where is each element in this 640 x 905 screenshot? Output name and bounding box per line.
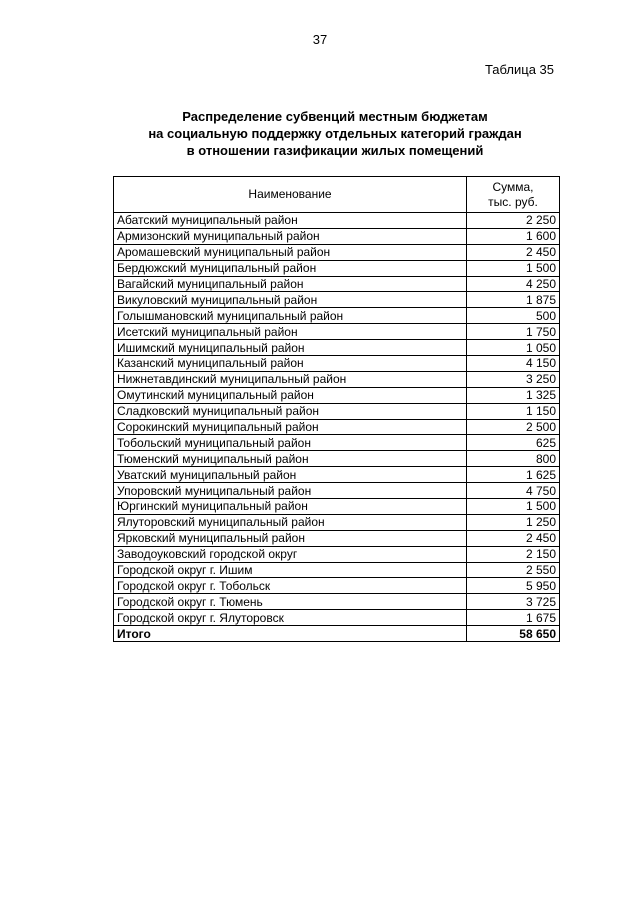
header-sum-line: Сумма, — [492, 179, 534, 194]
table-row — [114, 356, 560, 372]
row-name: Армизонский муниципальный район — [114, 228, 467, 244]
row-sum: 1 750 — [467, 324, 560, 340]
row-name: Ярковский муниципальный район — [114, 530, 467, 546]
title-line: на социальную поддержку отдельных категорий граждан — [148, 126, 522, 141]
row-name: Заводоуковский городской округ — [114, 546, 467, 562]
table-row — [114, 244, 560, 260]
row-sum: 2 550 — [467, 562, 560, 578]
row-name: Городской округ г. Тюмень — [114, 594, 467, 610]
table-row — [114, 276, 560, 292]
row-sum: 1 500 — [467, 499, 560, 515]
row-name: Голышмановский муниципальный район — [114, 308, 467, 324]
header-sum — [467, 177, 560, 213]
row-sum: 1 600 — [467, 228, 560, 244]
title-line: в отношении газификации жилых помещений — [186, 143, 484, 158]
row-sum: 1 150 — [467, 403, 560, 419]
row-sum: 1 325 — [467, 387, 560, 403]
row-name: Вагайский муниципальный район — [114, 276, 467, 292]
total-row — [114, 626, 560, 642]
row-name: Ялуторовский муниципальный район — [114, 514, 467, 530]
row-sum: 3 250 — [467, 371, 560, 387]
row-name: Аромашевский муниципальный район — [114, 244, 467, 260]
table-row — [114, 387, 560, 403]
row-sum: 1 875 — [467, 292, 560, 308]
row-sum: 5 950 — [467, 578, 560, 594]
table-row — [114, 530, 560, 546]
table-row — [114, 451, 560, 467]
table-row — [114, 610, 560, 626]
row-sum: 625 — [467, 435, 560, 451]
table-row — [114, 324, 560, 340]
table-row — [114, 213, 560, 229]
table-row — [114, 340, 560, 356]
document-title — [100, 108, 570, 159]
row-name: Городской округ г. Ишим — [114, 562, 467, 578]
row-name: Ишимский муниципальный район — [114, 340, 467, 356]
row-name: Исетский муниципальный район — [114, 324, 467, 340]
row-sum: 4 750 — [467, 483, 560, 499]
table-row — [114, 546, 560, 562]
header-name: Наименование — [114, 177, 467, 213]
table-row — [114, 228, 560, 244]
table-row — [114, 292, 560, 308]
total-label: Итого — [114, 626, 467, 642]
row-sum: 2 450 — [467, 530, 560, 546]
page-number: 37 — [312, 32, 328, 47]
row-name: Городской округ г. Тобольск — [114, 578, 467, 594]
row-sum: 1 500 — [467, 260, 560, 276]
row-sum: 2 450 — [467, 244, 560, 260]
subvention-table — [113, 176, 560, 642]
table-row — [114, 403, 560, 419]
row-sum: 2 250 — [467, 213, 560, 229]
row-sum: 1 250 — [467, 514, 560, 530]
row-sum: 3 725 — [467, 594, 560, 610]
row-name: Уватский муниципальный район — [114, 467, 467, 483]
table-row — [114, 594, 560, 610]
row-name: Омутинский муниципальный район — [114, 387, 467, 403]
row-name: Тюменский муниципальный район — [114, 451, 467, 467]
row-sum: 500 — [467, 308, 560, 324]
row-sum: 4 150 — [467, 356, 560, 372]
table-row — [114, 435, 560, 451]
table-row — [114, 260, 560, 276]
row-sum: 1 625 — [467, 467, 560, 483]
table-row — [114, 371, 560, 387]
row-name: Сорокинский муниципальный район — [114, 419, 467, 435]
row-name: Сладковский муниципальный район — [114, 403, 467, 419]
table-body — [114, 213, 560, 642]
row-name: Бердюжский муниципальный район — [114, 260, 467, 276]
row-name: Казанский муниципальный район — [114, 356, 467, 372]
row-sum: 2 150 — [467, 546, 560, 562]
row-name: Викуловский муниципальный район — [114, 292, 467, 308]
row-name: Юргинский муниципальный район — [114, 499, 467, 515]
table-row — [114, 514, 560, 530]
table-row — [114, 467, 560, 483]
table-row — [114, 562, 560, 578]
table-row — [114, 483, 560, 499]
row-name: Упоровский муниципальный район — [114, 483, 467, 499]
table-row — [114, 499, 560, 515]
row-sum: 1 050 — [467, 340, 560, 356]
row-sum: 2 500 — [467, 419, 560, 435]
row-name: Нижнетавдинский муниципальный район — [114, 371, 467, 387]
total-sum: 58 650 — [467, 626, 560, 642]
row-sum: 800 — [467, 451, 560, 467]
title-line: Распределение субвенций местным бюджетам — [182, 109, 488, 124]
row-name: Тобольский муниципальный район — [114, 435, 467, 451]
table-row — [114, 308, 560, 324]
table-row — [114, 419, 560, 435]
table-number: Таблица 35 — [484, 62, 554, 77]
row-name: Абатский муниципальный район — [114, 213, 467, 229]
header-sum-line: тыс. руб. — [488, 194, 538, 209]
row-sum: 1 675 — [467, 610, 560, 626]
table-row — [114, 578, 560, 594]
row-sum: 4 250 — [467, 276, 560, 292]
table-header-row — [114, 177, 560, 213]
row-name: Городской округ г. Ялуторовск — [114, 610, 467, 626]
